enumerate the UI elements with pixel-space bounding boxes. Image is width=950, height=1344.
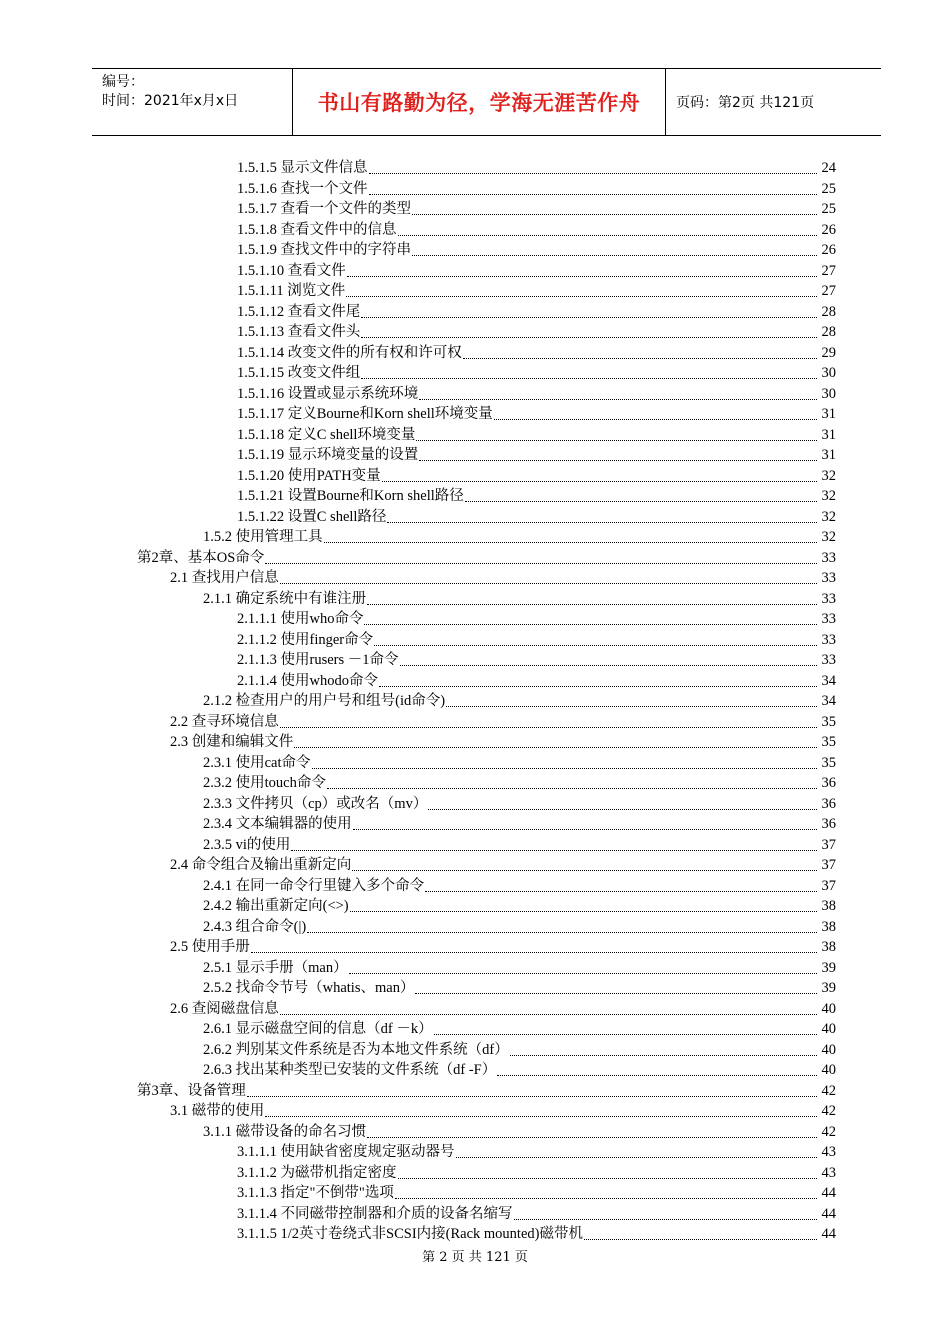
toc-entry-title: 2.1.1 确定系统中有谁注册 bbox=[203, 590, 367, 607]
toc-entry[interactable] bbox=[203, 773, 836, 793]
toc-entry-page: 33 bbox=[821, 549, 836, 566]
toc-leader-dots bbox=[251, 952, 817, 953]
toc-entry-page: 31 bbox=[821, 447, 836, 463]
toc-leader-dots bbox=[412, 214, 817, 215]
toc-leader-dots bbox=[294, 747, 817, 748]
toc-entry-page: 44 bbox=[821, 1226, 836, 1242]
toc-entry-title: 1.5.1.21 设置Bourne和Korn shell路径 bbox=[237, 488, 464, 504]
toc-leader-dots bbox=[364, 624, 817, 625]
toc-entry-page: 37 bbox=[821, 857, 836, 873]
toc-entry-title: 2.4.3 组合命令(|) bbox=[203, 918, 307, 935]
toc-entry-title: 2.4 命令组合及输出重新定向 bbox=[170, 857, 352, 873]
toc-leader-dots bbox=[280, 727, 817, 728]
toc-entry-page: 28 bbox=[821, 303, 836, 320]
toc-entry-page: 38 bbox=[821, 918, 836, 935]
toc-entry[interactable] bbox=[237, 158, 836, 178]
toc-leader-dots bbox=[415, 993, 817, 994]
toc-entry[interactable] bbox=[237, 609, 836, 629]
toc-entry-page: 42 bbox=[821, 1103, 836, 1119]
toc-entry-page: 33 bbox=[821, 570, 836, 586]
toc-entry-page: 40 bbox=[821, 1000, 836, 1017]
toc-entry-title: 2.5 使用手册 bbox=[170, 939, 250, 955]
toc-entry[interactable] bbox=[237, 650, 836, 670]
toc-entry-page: 36 bbox=[821, 775, 836, 791]
toc-entry-page: 42 bbox=[821, 1123, 836, 1140]
toc-entry[interactable] bbox=[203, 589, 836, 609]
toc-entry-title: 2.6.3 找出某种类型已安装的文件系统（df -F） bbox=[203, 1062, 497, 1078]
toc-leader-dots bbox=[265, 563, 817, 564]
toc-entry-page: 28 bbox=[821, 324, 836, 340]
toc-leader-dots bbox=[387, 522, 817, 523]
toc-leader-dots bbox=[428, 809, 817, 810]
toc-entry[interactable] bbox=[237, 466, 836, 486]
toc-leader-dots bbox=[346, 296, 817, 297]
toc-entry-title: 3.1.1.5 1/2英寸卷绕式非SCSI内接(Rack mounted)磁带机 bbox=[237, 1226, 583, 1242]
toc-leader-dots bbox=[416, 440, 817, 441]
toc-leader-dots bbox=[307, 932, 817, 933]
toc-leader-dots bbox=[425, 891, 817, 892]
toc-leader-dots bbox=[395, 1198, 817, 1199]
toc-leader-dots bbox=[584, 1239, 817, 1240]
toc-entry-page: 32 bbox=[821, 488, 836, 504]
toc-entry[interactable] bbox=[237, 1224, 836, 1244]
toc-entry-page: 32 bbox=[821, 529, 836, 545]
toc-entry-page: 24 bbox=[821, 160, 836, 176]
toc-entry[interactable] bbox=[203, 917, 836, 937]
toc-entry-title: 1.5.1.17 定义Bourne和Korn shell环境变量 bbox=[237, 406, 493, 422]
toc-entry-title: 2.3 创建和编辑文件 bbox=[170, 734, 294, 750]
toc-leader-dots bbox=[419, 399, 817, 400]
toc-entry-title: 1.5.1.13 查看文件头 bbox=[237, 324, 361, 340]
toc-leader-dots bbox=[514, 1219, 818, 1220]
toc-entry[interactable] bbox=[237, 507, 836, 527]
toc-entry[interactable] bbox=[237, 384, 836, 404]
toc-entry-page: 38 bbox=[821, 898, 836, 914]
toc-leader-dots bbox=[361, 337, 817, 338]
toc-entry[interactable] bbox=[203, 1040, 836, 1060]
toc-leader-dots bbox=[463, 358, 817, 359]
toc-leader-dots bbox=[324, 542, 817, 543]
toc-entry-title: 1.5.1.7 查看一个文件的类型 bbox=[237, 201, 411, 217]
toc-leader-dots bbox=[494, 419, 817, 420]
header-motto: 书山有路勤为径，学海无涯苦作舟 bbox=[293, 69, 666, 135]
toc-entry-page: 35 bbox=[821, 734, 836, 750]
toc-entry-title: 2.3.1 使用cat命令 bbox=[203, 754, 311, 771]
toc-entry-title: 1.5.1.5 显示文件信息 bbox=[237, 160, 368, 176]
toc-entry[interactable] bbox=[237, 363, 836, 383]
toc-entry-page: 33 bbox=[821, 590, 836, 607]
toc-entry-page: 36 bbox=[821, 816, 836, 832]
toc-entry[interactable] bbox=[237, 630, 836, 650]
toc-entry[interactable] bbox=[237, 179, 836, 199]
toc-leader-dots bbox=[510, 1055, 817, 1056]
toc-entry-page: 36 bbox=[821, 795, 836, 812]
toc-entry-title: 2.6.2 判别某文件系统是否为本地文件系统（df） bbox=[203, 1041, 509, 1058]
toc-leader-dots bbox=[350, 911, 817, 912]
toc-entry-title: 第2章、基本OS命令 bbox=[137, 549, 265, 566]
toc-entry-page: 34 bbox=[821, 693, 836, 709]
toc-entry[interactable] bbox=[237, 199, 836, 219]
toc-leader-dots bbox=[434, 1034, 817, 1035]
toc-leader-dots bbox=[367, 604, 817, 605]
toc-entry-page: 32 bbox=[821, 467, 836, 484]
toc-leader-dots bbox=[412, 255, 817, 256]
toc-entry-page: 27 bbox=[821, 283, 836, 299]
toc-entry[interactable] bbox=[237, 486, 836, 506]
toc-leader-dots bbox=[347, 276, 817, 277]
toc-entry[interactable] bbox=[203, 876, 836, 896]
toc-leader-dots bbox=[327, 788, 817, 789]
toc-entry[interactable] bbox=[237, 404, 836, 424]
toc-entry-page: 37 bbox=[821, 836, 836, 853]
toc-entry[interactable] bbox=[203, 814, 836, 834]
toc-entry[interactable] bbox=[170, 568, 836, 588]
toc-entry-title: 2.1 查找用户信息 bbox=[170, 570, 279, 586]
toc-leader-dots bbox=[398, 235, 818, 236]
header-meta bbox=[92, 69, 293, 135]
toc-leader-dots bbox=[280, 1014, 817, 1015]
toc-entry[interactable] bbox=[237, 671, 836, 691]
toc-entry-title: 1.5.1.12 查看文件尾 bbox=[237, 303, 361, 320]
toc-entry-page: 27 bbox=[821, 262, 836, 279]
toc-entry[interactable] bbox=[237, 425, 836, 445]
toc-entry-page: 43 bbox=[821, 1164, 836, 1181]
toc-entry-title: 1.5.1.18 定义C shell环境变量 bbox=[237, 426, 416, 443]
toc-entry-page: 35 bbox=[821, 754, 836, 771]
toc-entry-page: 35 bbox=[821, 713, 836, 730]
toc-entry-title: 2.2 查寻环境信息 bbox=[170, 713, 279, 730]
toc-entry[interactable] bbox=[203, 1019, 836, 1039]
toc-leader-dots bbox=[312, 768, 817, 769]
toc-entry-title: 3.1.1.2 为磁带机指定密度 bbox=[237, 1164, 397, 1181]
toc-leader-dots bbox=[379, 686, 817, 687]
toc-entry-page: 38 bbox=[821, 939, 836, 955]
toc-entry-title: 2.6 查阅磁盘信息 bbox=[170, 1000, 279, 1017]
toc-entry[interactable] bbox=[203, 794, 836, 814]
toc-leader-dots bbox=[247, 1096, 817, 1097]
toc-entry-page: 40 bbox=[821, 1021, 836, 1037]
toc-entry-page: 34 bbox=[821, 672, 836, 689]
toc-entry[interactable] bbox=[203, 527, 836, 547]
toc-entry-title: 2.1.1.3 使用rusers －1命令 bbox=[237, 652, 399, 668]
toc-entry-title: 1.5.1.15 改变文件组 bbox=[237, 365, 361, 381]
toc-entry-page: 29 bbox=[821, 344, 836, 361]
toc-entry[interactable] bbox=[237, 1142, 836, 1162]
toc-entry[interactable] bbox=[137, 1081, 836, 1101]
toc-entry-page: 44 bbox=[821, 1185, 836, 1201]
toc-leader-dots bbox=[465, 501, 817, 502]
toc-leader-dots bbox=[352, 870, 817, 871]
toc-entry-page: 30 bbox=[821, 385, 836, 402]
toc-entry-page: 40 bbox=[821, 1041, 836, 1058]
toc-leader-dots bbox=[361, 378, 817, 379]
number-label: 编号： bbox=[102, 74, 144, 90]
toc-entry[interactable] bbox=[203, 691, 836, 711]
toc-entry[interactable] bbox=[170, 1101, 836, 1121]
toc-entry-title: 2.6.1 显示磁盘空间的信息（df －k） bbox=[203, 1021, 433, 1037]
toc-entry-title: 2.4.2 输出重新定向(<>) bbox=[203, 898, 349, 914]
toc-leader-dots bbox=[265, 1116, 817, 1117]
toc-entry[interactable] bbox=[237, 322, 836, 342]
toc-entry-page: 40 bbox=[821, 1062, 836, 1078]
toc-entry[interactable] bbox=[203, 753, 836, 773]
toc-leader-dots bbox=[369, 194, 818, 195]
toc-entry-title: 2.1.1.4 使用whodo命令 bbox=[237, 672, 378, 689]
toc-entry-title: 1.5.1.9 查找文件中的字符串 bbox=[237, 242, 411, 258]
toc-entry-title: 3.1 磁带的使用 bbox=[170, 1103, 265, 1119]
toc-entry-page: 26 bbox=[821, 221, 836, 238]
toc-entry[interactable] bbox=[237, 302, 836, 322]
toc-entry-title: 1.5.1.6 查找一个文件 bbox=[237, 180, 368, 197]
toc-leader-dots bbox=[446, 706, 817, 707]
toc-entry-title: 2.4.1 在同一命令行里键入多个命令 bbox=[203, 877, 425, 894]
toc-entry[interactable] bbox=[237, 220, 836, 240]
toc-entry-page: 42 bbox=[821, 1082, 836, 1099]
toc-entry[interactable] bbox=[170, 732, 836, 752]
toc-entry[interactable] bbox=[203, 1122, 836, 1142]
toc-entry-title: 1.5.1.10 查看文件 bbox=[237, 262, 346, 279]
toc-leader-dots bbox=[497, 1075, 817, 1076]
toc-entry[interactable] bbox=[237, 1163, 836, 1183]
toc-entry[interactable] bbox=[170, 999, 836, 1019]
toc-leader-dots bbox=[349, 973, 817, 974]
toc-leader-dots bbox=[369, 173, 818, 174]
toc-entry[interactable] bbox=[137, 548, 836, 568]
toc-entry-title: 1.5.1.14 改变文件的所有权和许可权 bbox=[237, 344, 462, 361]
toc-leader-dots bbox=[280, 583, 817, 584]
header-page-info: 页码：第2页 共121页 bbox=[676, 95, 815, 111]
toc-entry-title: 2.3.4 文本编辑器的使用 bbox=[203, 816, 352, 832]
toc-entry-title: 2.1.2 检查用户的用户号和组号(id命令) bbox=[203, 693, 446, 709]
toc-entry-title: 2.3.5 vi的使用 bbox=[203, 836, 291, 853]
toc-leader-dots bbox=[291, 850, 817, 851]
toc-entry[interactable] bbox=[237, 281, 836, 301]
toc-entry[interactable] bbox=[203, 958, 836, 978]
toc-leader-dots bbox=[367, 1137, 817, 1138]
toc-entry-title: 3.1.1.3 指定"不倒带"选项 bbox=[237, 1185, 394, 1201]
toc-entry[interactable] bbox=[237, 1204, 836, 1224]
toc-entry[interactable] bbox=[237, 240, 836, 260]
page-footer: 第 2 页 共 121 页 bbox=[422, 1250, 528, 1265]
toc-entry-page: 37 bbox=[821, 877, 836, 894]
toc-entry[interactable] bbox=[203, 896, 836, 916]
toc-entry-title: 第3章、设备管理 bbox=[137, 1082, 246, 1099]
toc-entry-title: 2.5.1 显示手册（man） bbox=[203, 959, 348, 976]
page-header bbox=[92, 68, 881, 136]
toc-entry[interactable] bbox=[237, 445, 836, 465]
toc-entry-page: 33 bbox=[821, 631, 836, 648]
toc-entry-title: 2.3.2 使用touch命令 bbox=[203, 775, 326, 791]
toc-leader-dots bbox=[353, 829, 817, 830]
toc-entry-page: 25 bbox=[821, 201, 836, 217]
toc-entry-page: 43 bbox=[821, 1144, 836, 1160]
toc-entry-title: 1.5.1.16 设置或显示系统环境 bbox=[237, 385, 419, 402]
toc-entry-title: 3.1.1.4 不同磁带控制器和介质的设备名缩写 bbox=[237, 1205, 513, 1222]
time-label: 时间：2021年x月x日 bbox=[102, 93, 239, 109]
toc-entry[interactable] bbox=[203, 1060, 836, 1080]
toc-leader-dots bbox=[398, 1178, 818, 1179]
toc-entry-title: 3.1.1 磁带设备的命名习惯 bbox=[203, 1123, 367, 1140]
toc-entry-page: 39 bbox=[821, 980, 836, 996]
toc-entry-title: 1.5.2 使用管理工具 bbox=[203, 529, 323, 545]
toc-entry[interactable] bbox=[170, 712, 836, 732]
toc-entry-title: 2.1.1.1 使用who命令 bbox=[237, 611, 364, 627]
toc-entry-page: 44 bbox=[821, 1205, 836, 1222]
toc-entry[interactable] bbox=[237, 261, 836, 281]
toc-entry[interactable] bbox=[237, 343, 836, 363]
toc-entry-title: 1.5.1.8 查看文件中的信息 bbox=[237, 221, 397, 238]
toc-entry-title: 2.1.1.2 使用finger命令 bbox=[237, 631, 374, 648]
toc-entry-page: 31 bbox=[821, 406, 836, 422]
toc-entry[interactable] bbox=[170, 855, 836, 875]
toc-leader-dots bbox=[374, 645, 817, 646]
toc-leader-dots bbox=[382, 481, 817, 482]
toc-entry-page: 39 bbox=[821, 959, 836, 976]
toc-entry-title: 1.5.1.11 浏览文件 bbox=[237, 283, 346, 299]
toc-entry-title: 2.3.3 文件拷贝（cp）或改名（mv） bbox=[203, 795, 428, 812]
toc-leader-dots bbox=[456, 1157, 818, 1158]
toc-entry[interactable] bbox=[203, 978, 836, 998]
toc-entry-page: 33 bbox=[821, 611, 836, 627]
toc-entry-page: 32 bbox=[821, 508, 836, 525]
toc-entry[interactable] bbox=[203, 835, 836, 855]
toc-entry-title: 1.5.1.19 显示环境变量的设置 bbox=[237, 447, 419, 463]
toc-entry-title: 3.1.1.1 使用缺省密度规定驱动器号 bbox=[237, 1144, 455, 1160]
toc-entry-title: 2.5.2 找命令节号（whatis、man） bbox=[203, 980, 415, 996]
toc-entry[interactable] bbox=[170, 937, 836, 957]
toc-entry-page: 25 bbox=[821, 180, 836, 197]
toc-entry-title: 1.5.1.22 设置C shell路径 bbox=[237, 508, 387, 525]
toc-leader-dots bbox=[400, 665, 817, 666]
toc-entry[interactable] bbox=[237, 1183, 836, 1203]
toc-entry-page: 30 bbox=[821, 365, 836, 381]
toc-leader-dots bbox=[419, 460, 817, 461]
toc-leader-dots bbox=[361, 317, 817, 318]
toc-entry-page: 26 bbox=[821, 242, 836, 258]
toc-entry-page: 33 bbox=[821, 652, 836, 668]
toc-entry-page: 31 bbox=[821, 426, 836, 443]
toc-entry-title: 1.5.1.20 使用PATH变量 bbox=[237, 467, 381, 484]
